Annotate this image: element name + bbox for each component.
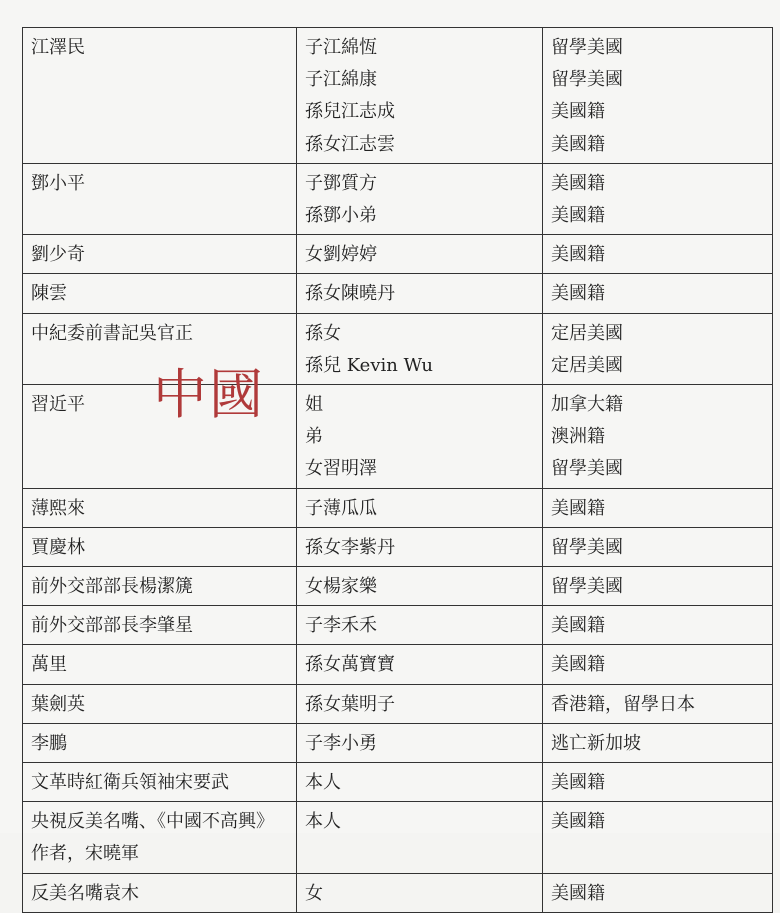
status-entry: 美國籍 (551, 244, 605, 266)
watermark-text: 中國 (153, 363, 265, 426)
status-cell (543, 28, 773, 164)
relative-entry: 子李小勇 (305, 732, 377, 754)
status-entry: 美國籍 (551, 101, 605, 123)
table-row (23, 873, 773, 912)
official-name-cell (23, 235, 297, 274)
status-cell (543, 763, 773, 802)
relative-entry: 孫鄧小弟 (305, 205, 377, 227)
status-entry: 美國籍 (551, 772, 605, 794)
status-entry: 留學美國 (551, 458, 623, 480)
status-cell (543, 645, 773, 684)
status-cell (543, 313, 773, 384)
official-name-cell (23, 567, 297, 606)
status-entry: 留學美國 (551, 37, 623, 58)
official-name: 賈慶林 (31, 536, 85, 558)
official-name: 鄧小平 (31, 172, 85, 194)
relative-cell (297, 527, 543, 566)
relative-cell (297, 873, 543, 912)
status-cell (543, 802, 773, 873)
official-name: 文革時紅衛兵領袖宋要武 (31, 772, 229, 794)
status-entry: 美國籍 (551, 172, 605, 194)
table-body (23, 28, 773, 913)
status-entry: 澳洲籍 (551, 426, 605, 448)
relatives-table (22, 27, 773, 913)
relative-entry: 女楊家樂 (305, 576, 377, 598)
table-row (23, 527, 773, 566)
table-row (23, 567, 773, 606)
table-row (23, 163, 773, 234)
status-entry: 美國籍 (551, 497, 605, 519)
official-name-cell (23, 488, 297, 527)
official-name: 劉少奇 (31, 244, 85, 266)
official-name: 中紀委前書記吳官正 (31, 322, 193, 344)
relative-entry: 子李禾禾 (305, 615, 377, 637)
official-name: 習近平 (31, 394, 85, 416)
relative-cell (297, 385, 543, 489)
official-name: 陳雲 (31, 283, 67, 305)
status-cell (543, 488, 773, 527)
status-cell (543, 163, 773, 234)
relative-entry: 子鄧質方 (305, 172, 377, 194)
official-name-cell (23, 763, 297, 802)
status-cell (543, 606, 773, 645)
relative-entry: 弟 (305, 426, 323, 448)
official-name: 萬里 (31, 654, 67, 676)
official-name: 李鵬 (31, 732, 67, 754)
relative-cell (297, 235, 543, 274)
relative-cell (297, 274, 543, 313)
table-row (23, 606, 773, 645)
official-name: 央視反美名嘴、《中國不高興》作者，宋曉軍 (31, 811, 274, 865)
status-cell (543, 274, 773, 313)
status-entry: 美國籍 (551, 882, 605, 904)
status-entry: 美國籍 (551, 205, 605, 227)
status-cell (543, 873, 773, 912)
relative-entry: 孫女李紫丹 (305, 536, 395, 558)
relative-entry: 女 (305, 882, 323, 904)
status-entry: 定居美國 (551, 322, 623, 344)
relative-cell (297, 313, 543, 384)
relative-entry: 孫兒 Kevin Wu (305, 354, 433, 376)
status-entry: 加拿大籍 (551, 394, 623, 416)
table-row (23, 313, 773, 384)
official-name: 前外交部部長李肇星 (31, 615, 193, 637)
status-cell (543, 235, 773, 274)
official-name: 葉劍英 (31, 693, 85, 715)
official-name-cell (23, 723, 297, 762)
status-cell (543, 385, 773, 489)
official-name: 江澤民 (31, 37, 85, 58)
official-name-cell (23, 28, 297, 164)
relative-entry: 孫女陳曉丹 (305, 283, 395, 305)
relative-entry: 本人 (305, 772, 341, 794)
relative-entry: 子薄瓜瓜 (305, 497, 377, 519)
status-entry: 美國籍 (551, 811, 605, 833)
status-cell (543, 723, 773, 762)
table-row (23, 274, 773, 313)
official-name: 反美名嘴袁木 (31, 882, 139, 904)
status-entry: 定居美國 (551, 354, 623, 376)
relative-entry: 孫女葉明子 (305, 693, 395, 715)
relative-cell (297, 488, 543, 527)
status-entry: 美國籍 (551, 615, 605, 637)
relative-entry: 孫女萬寶寶 (305, 654, 395, 676)
status-entry: 美國籍 (551, 133, 605, 155)
official-name-cell (23, 802, 297, 873)
official-name: 薄熙來 (31, 497, 85, 519)
table-row (23, 385, 773, 489)
table-row (23, 488, 773, 527)
relative-cell (297, 645, 543, 684)
status-entry: 美國籍 (551, 283, 605, 305)
relative-entry: 本人 (305, 811, 341, 833)
status-entry: 美國籍 (551, 654, 605, 676)
official-name-cell (23, 274, 297, 313)
relative-cell (297, 163, 543, 234)
status-entry: 留學美國 (551, 69, 623, 91)
official-name-cell (23, 684, 297, 723)
table-row (23, 28, 773, 164)
relative-entry: 姐 (305, 394, 323, 416)
table-row (23, 645, 773, 684)
status-entry: 留學美國 (551, 576, 623, 598)
relative-entry: 女習明澤 (305, 458, 377, 480)
relative-cell (297, 28, 543, 164)
official-name-cell (23, 527, 297, 566)
table-row (23, 723, 773, 762)
table-row (23, 763, 773, 802)
official-name-cell (23, 163, 297, 234)
relative-cell (297, 606, 543, 645)
relative-cell (297, 684, 543, 723)
status-entry: 香港籍，留學日本 (551, 693, 695, 715)
official-name-cell (23, 873, 297, 912)
status-entry: 逃亡新加坡 (551, 732, 641, 754)
relative-entry: 女劉婷婷 (305, 244, 377, 266)
relative-cell (297, 567, 543, 606)
relative-cell (297, 763, 543, 802)
relative-entry: 子江綿恆 (305, 37, 377, 58)
table-row (23, 802, 773, 873)
official-name-cell (23, 606, 297, 645)
status-entry: 留學美國 (551, 536, 623, 558)
relative-entry: 子江綿康 (305, 69, 377, 91)
status-cell (543, 527, 773, 566)
relative-entry: 孫兒江志成 (305, 101, 395, 123)
relative-entry: 孫女 (305, 322, 341, 344)
status-cell (543, 684, 773, 723)
table-row (23, 235, 773, 274)
relative-entry: 孫女江志雲 (305, 133, 395, 155)
relative-cell (297, 802, 543, 873)
status-cell (543, 567, 773, 606)
official-name: 前外交部部長楊潔篪 (31, 576, 193, 598)
relative-cell (297, 723, 543, 762)
table-row (23, 684, 773, 723)
official-name-cell (23, 645, 297, 684)
